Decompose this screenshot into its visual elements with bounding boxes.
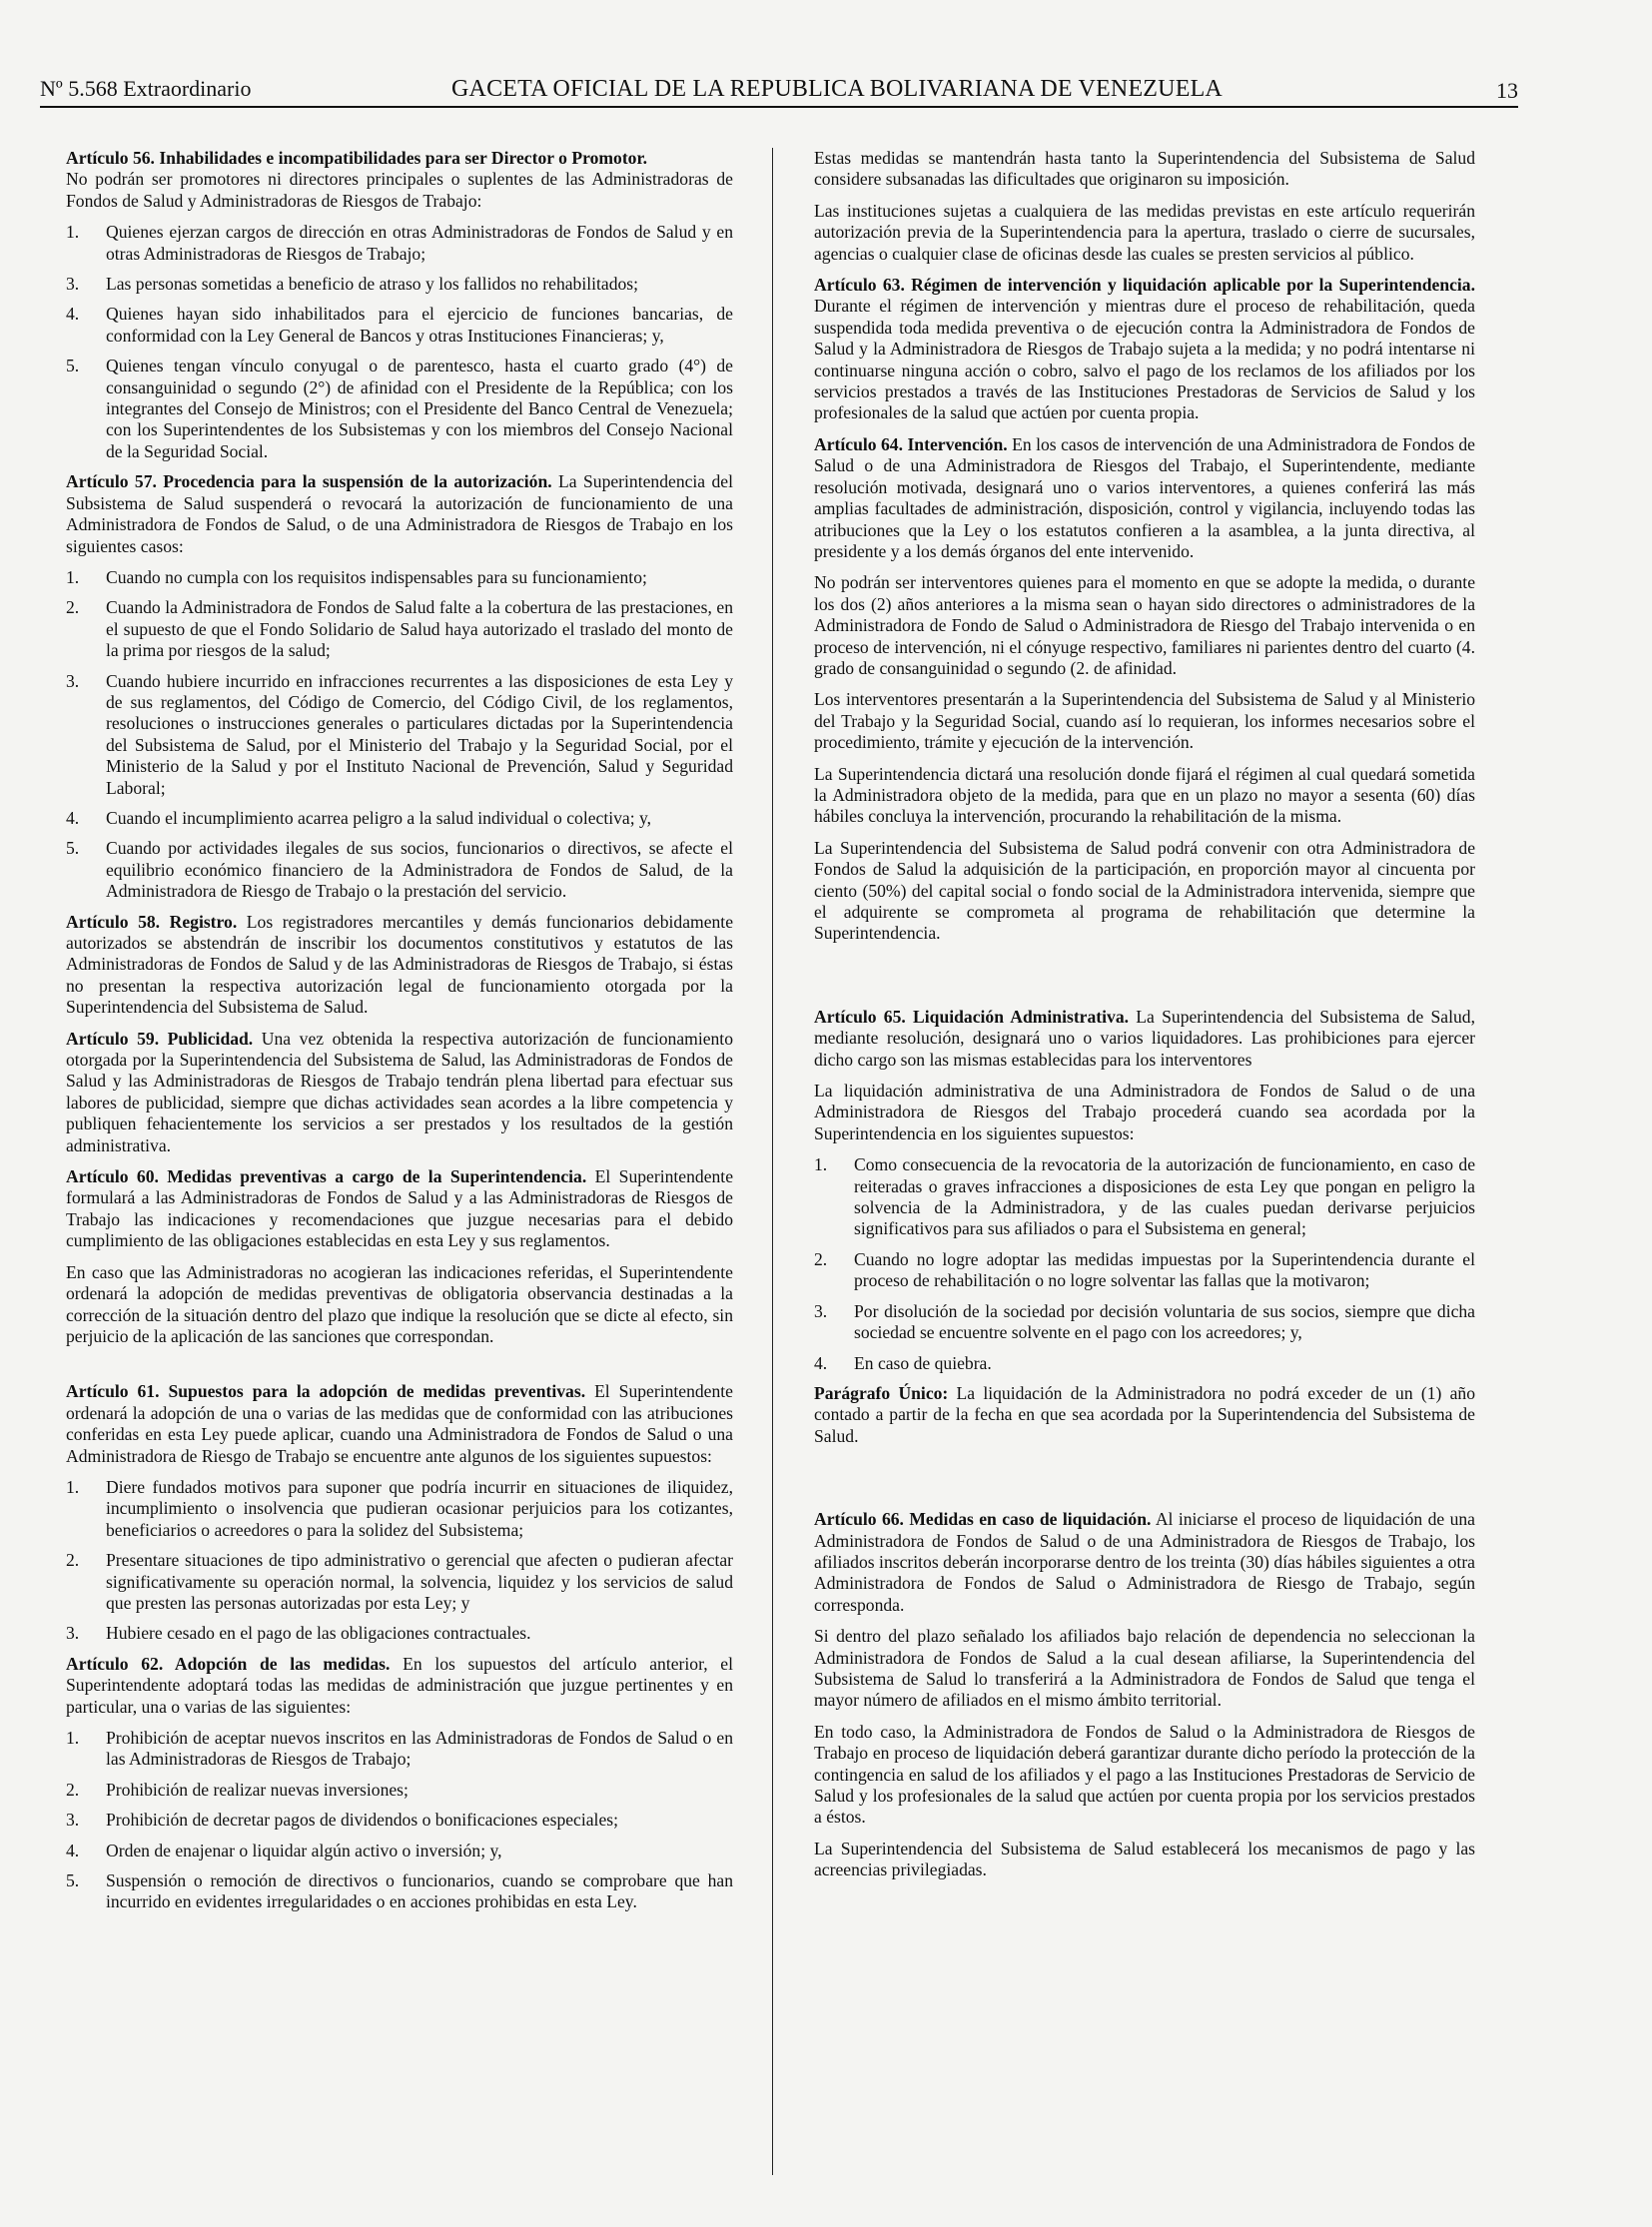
article-text: La Superintendencia del Subsistema de Salud suspenderá o revocará la autorización de funcionamiento de una Administradora de Fondos de Salud, o de una Administradora de Riesgos de Trabajo en los siguientes casos: [66,471,733,556]
item-text: Cuando no logre adoptar las medidas impuestas por la Superintendencia durante el proceso de rehabilitación o no logre solventar las fallas que la motivaron; [854,1248,1475,1291]
item-text: Quienes tengan vínculo conyugal o de parentesco, hasta el cuarto grado (4°) de consanguinidad o segundo (2°) de afinidad con el Presidente de la República; con los integrantes del Consejo de Ministros; con el Presidente del Banco Central de Venezuela; con los Superintendentes de los Subsistemas y con los miembros del Consejo Nacional de la Seguridad Social. [106,356,733,461]
article-text: Al iniciarse el proceso de liquidación de una Administradora de Fondos de Salud o de una Administradora de Riesgos de Trabajo, los afiliados inscritos deberán incorporarse dentro de los treinta (30) días hábiles siguientes a otra Administradora de Fondos de Salud o Administradora de Riesgo de Trabajo, según corresponda. [814,1509,1475,1615]
list-item [66,304,733,347]
article-paragraph: No podrán ser interventores quienes para el momento en que se adopte la medida, o durante los dos (2) años anteriores a la misma sean o hayan sido directores o administradores de la Administradora de Fondo de Salud o Administradora de Riesgo del Trabajo intervenida o en proceso de intervención, ni el cónyuge respectivo, familiares ni parientes dentro del cuarto (4. grado de consanguinidad o segundo (2. de afinidad. [814,572,1475,678]
item-text: Cuando el incumplimiento acarrea peligro a la salud individual o colectiva; y, [106,807,652,828]
item-text: Diere fundados motivos para suponer que podría incurrir en situaciones de iliquidez, incumplimiento o insolvencia que pudieran ocasionar perjuicios para los cotizantes, beneficiarios o acreedores o para la solidez del Subsistema; [106,1476,733,1540]
article-title: Artículo 63. Régimen de intervención y liquidación aplicable por la Superintendencia. [814,275,1475,296]
article-title: Artículo 66. Medidas en caso de liquidación. [814,1509,1152,1530]
list-item [66,1477,733,1541]
spacer [814,955,1475,1007]
article-57 [66,471,733,557]
article-56 [66,148,733,212]
item-text: Quienes ejerzan cargos de dirección en otras Administradoras de Fondos de Salud y en otras Administradoras de Riesgos de Trabajo; [106,222,733,264]
article-65 [814,1007,1475,1071]
item-number: 5. [66,1870,80,1891]
article-paragraph: Las instituciones sujetas a cualquiera de las medidas previstas en este artículo requerirán autorización previa de la Superintendencia para la apertura, traslado o cierre de sucursales, agencias o cualquier clase de oficinas desde las cuales se presten servicios al público. [814,200,1475,264]
article-paragraph: La Superintendencia dictará una resolución donde fijará el régimen al cual quedará sometida la Administradora objeto de la medida, para que en un plazo no mayor a sesenta (60) días hábiles concluya la intervención, procurando la rehabilitación de la misma. [814,763,1475,827]
left-column [66,148,733,1922]
article-62-list [66,1728,733,1913]
article-paragraph: La liquidación administrativa de una Administradora de Fondos de Salud o de una Administradora de Riesgos del Trabajo procederá cuando sea acordada por la Superintendencia en los siguientes supuestos: [814,1081,1475,1143]
item-number: 2. [66,1779,80,1800]
article-title: Artículo 59. Publicidad. [66,1028,254,1049]
article-65-list [814,1154,1475,1374]
article-title: Artículo 61. Supuestos para la adopción de medidas preventivas. [66,1381,586,1402]
column-divider [772,148,773,2175]
article-title: Artículo 64. Intervención. [814,433,1008,454]
single-paragraph [814,1383,1475,1447]
list-item [814,1301,1475,1344]
article-paragraph: En todo caso, la Administradora de Fondos de Salud o la Administradora de Riesgos de Trabajo en proceso de liquidación deberá garantizar durante dicho período la protección de la contingencia en salud de los afiliados y el pago a las Instituciones Prestadoras de Servicio de Salud y los profesionales de la salud que actúen por cuenta propia por los servicios prestados a éstos. [814,1721,1475,1828]
article-title: Artículo 65. Liquidación Administrativa. [814,1006,1130,1027]
list-item [66,808,733,829]
page-number: 13 [1496,78,1518,103]
list-item [66,838,733,902]
item-text: Presentare situaciones de tipo administrativo o gerencial que afecten o pudieran afectar significativamente su operación normal, la solvencia, liquidez y los servicios de salud que presten las personas autorizadas por esta Ley; y [106,1550,733,1613]
list-item [66,356,733,462]
list-item [66,567,733,588]
item-number: 4. [66,1840,80,1860]
article-title: Artículo 56. Inhabilidades e incompatibilidades para ser Director o Promotor. [66,148,648,168]
article-text: El Superintendente formulará a las Administradoras de Fondos de Salud y a las Administradoras de Riesgos de Trabajo las indicaciones y recomendaciones que juzgue necesarias para el debido cumplimiento de las obligaciones establecidas en esta Ley y sus reglamentos. [66,1166,734,1251]
article-59 [66,1029,733,1156]
article-title: Artículo 58. Registro. [66,911,238,932]
list-item [814,1249,1475,1292]
article-61 [66,1381,733,1467]
paragraph-text: La liquidación de la Administradora no podrá exceder de un (1) año contado a partir de la fecha en que sea acordada por la Superintendencia del Subsistema de Salud. [814,1382,1476,1446]
page-header [40,72,1518,108]
article-text: Los registradores mercantiles y demás funcionarios debidamente autorizados se abstendrán de inscribir los documentos constitutivos y estatutos de las Administradoras de Fondos de Salud y de las Administradoras de Riesgos de Trabajo, si éstas no presentan la respectiva autorización legal de funcionamiento otorgada por la Superintendencia del Subsistema de Salud. [66,911,734,1018]
item-text: Las personas sometidas a beneficio de atraso y los fallidos no rehabilitados; [106,274,639,295]
issue-number: Nº 5.568 Extraordinario [40,76,252,101]
article-paragraph: La Superintendencia del Subsistema de Salud podrá convenir con otra Administradora de Fondos de Salud la adquisición de la participación, en proporción mayor al cincuenta por ciento (50%) del capital social o fondo social de la Administradora intervenida, siempre que el adquirente se comprometa al programa de rehabilitación que determine la Superintendencia. [814,837,1475,944]
list-item [814,1154,1475,1240]
item-number: 1. [66,1728,80,1748]
item-text: Prohibición de aceptar nuevos inscritos en las Administradoras de Fondos de Salud o en las Administradoras de Riesgos de Trabajo; [106,1728,733,1770]
spacer [66,1357,733,1381]
item-text: Como consecuencia de la revocatoria de la autorización de funcionamiento, en caso de reiteradas o graves infracciones a disposiciones de esta Ley que pongan en peligro la solvencia de la Administradora, y de las cuales puedan derivarse perjuicios significativos para sus afiliados o para el Subsistema en general; [854,1154,1475,1239]
item-text: Prohibición de decretar pagos de dividendos o bonificaciones especiales; [106,1810,618,1831]
list-item [66,1870,733,1913]
item-number: 5. [66,356,80,376]
item-number: 3. [66,1810,80,1831]
item-text: Suspensión o remoción de directivos o funcionarios, cuando se comprobare que han incurrido en evidentes irregularidades o en acciones prohibidas en esta Ley. [106,1870,733,1912]
item-number: 4. [66,807,80,828]
article-text: En los supuestos del artículo anterior, el Superintendente adoptará todas las medidas de administración que juzgue pertinentes y en particular, una o varias de las siguientes: [66,1653,733,1717]
list-item [66,1841,733,1861]
article-61-list [66,1477,733,1645]
list-item [814,1353,1475,1374]
article-60 [66,1166,733,1252]
article-text: En los casos de intervención de una Administradora de Fondos de Salud o de una Administradora de Riesgos del Trabajo, el Superintendente, mediante resolución motivada, designará uno o varios interventores, a quienes conferirá las más amplias facultades de administración, disposición, control y vigilancia, incluyendo todas las atribuciones que la Ley o los estatutos confieren a la asamblea, a la junta directiva, al presidente y a los demás órganos del ente intervenido. [814,433,1475,561]
gazette-title: GACETA OFICIAL DE LA REPUBLICA BOLIVARIANA DE VENEZUELA [451,76,1223,102]
article-paragraph: Los interventores presentarán a la Superintendencia del Subsistema de Salud y al Ministerio del Trabajo y la Seguridad Social, cuando así lo requieran, los informes necesarios sobre el procedimiento, trámite y ejecución de la intervención. [814,689,1475,753]
article-57-list [66,567,733,903]
article-paragraph: Estas medidas se mantendrán hasta tanto la Superintendencia del Subsistema de Salud considere subsanadas las dificultades que originaron su imposición. [814,148,1475,190]
article-62 [66,1654,733,1718]
item-number: 4. [814,1352,828,1373]
article-text: No podrán ser promotores ni directores principales o suplentes de las Administradoras de Fondos de Salud y Administradoras de Riesgos de Trabajo: [66,169,733,211]
item-number: 2. [66,597,80,618]
article-56-list [66,222,733,462]
list-item [66,1623,733,1644]
article-66 [814,1509,1475,1616]
article-paragraph: La Superintendencia del Subsistema de Salud establecerá los mecanismos de pago y las acreencias privilegiadas. [814,1838,1475,1880]
item-number: 1. [814,1154,828,1175]
list-item [66,1780,733,1801]
item-text: Cuando no cumpla con los requisitos indispensables para su funcionamiento; [106,566,647,587]
article-text: El Superintendente ordenará la adopción de una o varias de las medidas que de conformidad con las atribuciones conferidas en esta Ley puede aplicar, cuando una Administradora de Fondos de Salud o una Administradora de Riesgo de Trabajo se encuentre ante algunos de los siguientes supuestos: [66,1381,733,1466]
list-item [66,1728,733,1771]
item-text: Cuando la Administradora de Fondos de Salud falte a la cobertura de las prestaciones, en el supuesto de que el Fondo Solidario de Salud haya autorizado el traslado del monto de la prima por riesgos de la salud; [106,597,733,661]
paragraph-title: Parágrafo Único: [814,1382,949,1403]
article-paragraph: Si dentro del plazo señalado los afiliados bajo relación de dependencia no seleccionan la Administradora de Fondos de Salud a la cual desean afiliarse, la Superintendencia del Subsistema de Salud lo transferirá a la Administradora de Fondos de Salud que tenga el mayor número de afiliados en el mismo ámbito territorial. [814,1626,1475,1711]
article-text: Una vez obtenida la respectiva autorización de funcionamiento otorgada por la Superintendencia del Subsistema de Salud, las Administradoras de Fondos de Salud y las Administradoras de Riesgos de Trabajo tendrán plena libertad para efectuar sus labores de publicidad, siempre que dichas actividades sean acordes a la libre competencia y publiquen fehacientemente los servicios a ser prestados y los resultados de la gestión administrativa. [66,1028,733,1155]
item-text: Cuando hubiere incurrido en infracciones recurrentes a las disposiciones de esta Ley y de sus reglamentos, del Código de Comercio, del Código Civil, de los reglamentos, resoluciones o instrucciones generales o particulares dictadas por la Superintendencia del Subsistema de Salud, por el Ministerio del Trabajo y la Seguridad Social, por el Ministerio de la Salud y por el Instituto Nacional de Prevención, Salud y Seguridad Laboral; [106,670,733,798]
item-text: Prohibición de realizar nuevas inversiones; [106,1779,409,1800]
item-number: 3. [66,1623,80,1644]
item-number: 3. [66,274,80,295]
item-number: 2. [814,1248,828,1269]
article-64 [814,434,1475,562]
item-number: 3. [814,1300,828,1321]
item-text: Hubiere cesado en el pago de las obligaciones contractuales. [106,1623,531,1644]
item-number: 5. [66,838,80,859]
article-title: Artículo 62. Adopción de las medidas. [66,1653,391,1674]
article-63 [814,275,1475,424]
item-text: Por disolución de la sociedad por decisión voluntaria de sus socios, siempre que dicha sociedad se encuentre solvente en el pago con los acreedores; y, [854,1300,1475,1343]
list-item [66,671,733,799]
article-paragraph: En caso que las Administradoras no acogieran las indicaciones referidas, el Superintendente ordenará la adopción de medidas preventivas de obligatoria observancia destinadas a la corrección de la situación dentro del plazo que indique la resolución que se dicte al efecto, sin perjuicio de la aplicación de las sanciones que correspondan. [66,1261,733,1346]
list-item [66,1810,733,1831]
item-number: 4. [66,304,80,325]
article-title: Artículo 57. Procedencia para la suspensión de la autorización. [66,471,552,492]
right-column [814,148,1475,1891]
item-text: Orden de enajenar o liquidar algún activo o inversión; y, [106,1840,502,1860]
list-item [66,1550,733,1614]
item-text: Cuando por actividades ilegales de sus socios, funcionarios o directivos, se afecte el equilibrio económico financiero de la Administradora de Fondos de Salud, de la Administradora de Riesgo de Trabajo o la prestación del servicio. [106,838,733,902]
item-number: 1. [66,1476,80,1497]
list-item [66,222,733,265]
article-58 [66,912,733,1019]
item-text: Quienes hayan sido inhabilitados para el ejercicio de funciones bancarias, de conformidad con la Ley General de Bancos y otras Instituciones Financieras; y, [106,304,733,346]
list-item [66,597,733,661]
item-number: 1. [66,222,80,243]
item-number: 3. [66,670,80,691]
article-text: Durante el régimen de intervención y mientras dure el proceso de rehabilitación, queda suspendida toda medida preventiva o de ejecución contra la Administradora de Fondos de Salud y la Administradora de Riesgos de Trabajo sujeta a la medida; y no podrá intentarse ni continuarse ninguna acción o cobro, salvo el pago de los reclamos de los afiliados por los servicios prestados a través de las Instituciones Prestadoras de Servicios de Salud y los profesionales de la salud que actúen por cuenta propia. [814,296,1475,423]
item-text: En caso de quiebra. [854,1352,992,1373]
article-title: Artículo 60. Medidas preventivas a cargo de la Superintendencia. [66,1166,587,1187]
list-item [66,274,733,295]
spacer [814,1457,1475,1509]
item-number: 1. [66,566,80,587]
article-text: La Superintendencia del Subsistema de Salud, mediante resolución, designará uno o varios liquidadores. Las prohibiciones para ejercer dicho cargo son las mismas establecidas para los interventores [814,1006,1475,1070]
item-number: 2. [66,1550,80,1571]
